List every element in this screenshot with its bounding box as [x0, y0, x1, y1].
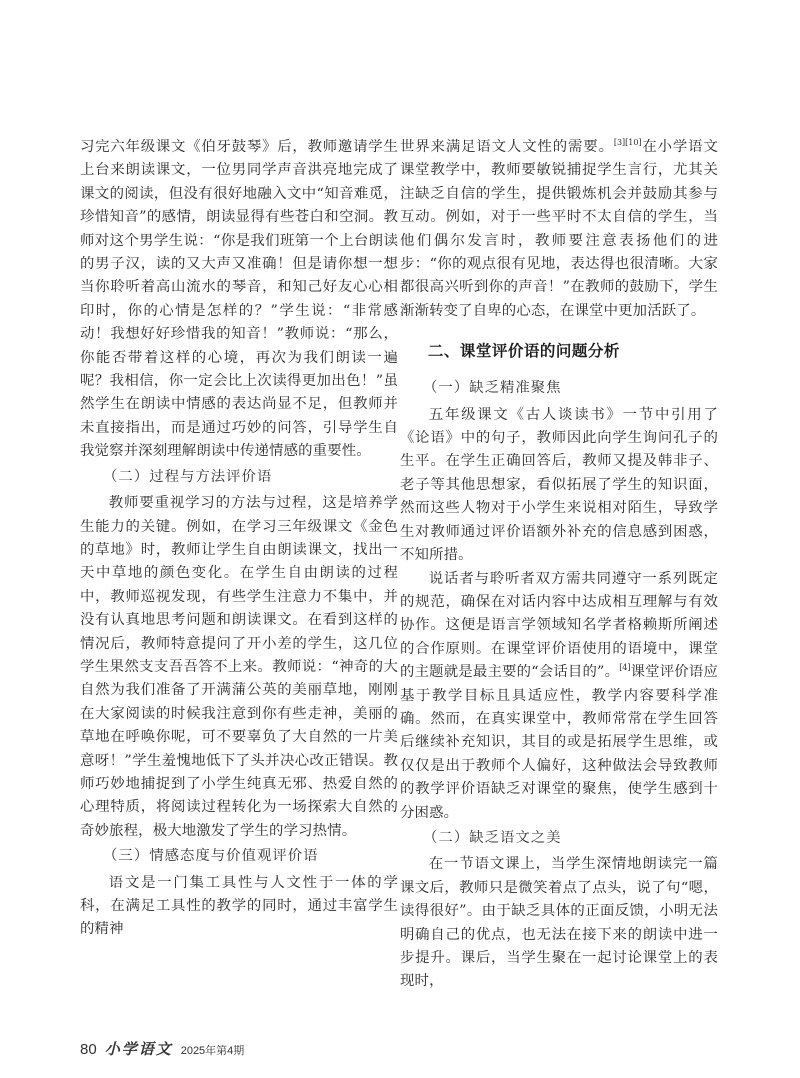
paragraph-text: 世界来满足语文人文性的需要。 — [400, 139, 614, 155]
body-paragraph — [400, 568, 718, 825]
subsection-heading: （三）情感态度与价值观评价语 — [103, 848, 319, 865]
subsection-heading: （一）缺乏精准聚焦 — [423, 380, 562, 397]
body-paragraph — [400, 136, 718, 323]
page-footer — [80, 1038, 244, 1059]
section-heading: 二、课堂评价语的问题分析 — [427, 342, 620, 361]
paragraph-text: 在小学语文课堂教学中，教师要敏锐捕捉学生言行，尤其关注缺乏自信的学生，提供锻炼机会并鼓励其参与互动。例如，对于一些平时不太自信的学生，当他们偶尔发言时，教师要注意表扬他们的进步：“你的观点很有见地，表达得也很清晰。大家都很高兴听到你的声音！”在教师的鼓励下，学生渐渐转变了自卑的心态，在课堂中更加活跃了。 — [400, 139, 718, 319]
left-column — [80, 136, 398, 942]
citation-marker: [4] — [619, 663, 631, 673]
subsection-heading: （二）缺乏语文之美 — [423, 829, 562, 846]
journal-name: 小学语文 — [104, 1040, 173, 1058]
body-paragraph: 语文是一门集工具性与人文性于一体的学科，在满足工具性的教学的同时，通过丰富学生的精神 — [80, 874, 398, 938]
paragraph-text: 说话者与聆听者双方需共同遵守一系列既定的规范，确保在对话内容中达成相互理解与有效协作。这便是语言学领域知名学者格赖斯所阐述的合作原则。在课堂评价语使用的语境中，课堂的主题就是最主要的“会话目的”。 — [400, 570, 718, 681]
page-number: 80 — [80, 1041, 97, 1058]
issue-label: 2025年第4期 — [180, 1045, 245, 1057]
right-column — [400, 136, 718, 994]
citation-marker: [3][10] — [613, 138, 642, 147]
body-paragraph: 在一节语文课上，当学生深情地朗读完一篇课文后，教师只是微笑着点了点头，说了句“嗯，读得很好”。由于缺乏具体的正面反馈，小明无法明确自己的优点，也无法在接下来的朗读中进一步提升。课后，当学生聚在一起讨论课堂上的表现时， — [400, 856, 718, 990]
body-paragraph: 五年级课文《古人谈读书》一节中引用了《论语》中的句子，教师因此向学生询问孔子的生平。在学生正确回答后，教师又提及韩非子、老子等其他思想家，看似拓展了学生的知识面，然而这些人物对于小学生来说相对陌生，导致学生对教师通过评价语额外补充的信息感到困惑，不知所措。 — [400, 406, 718, 564]
paragraph-text: 课堂评价语应基于教学目标且具适应性，教学内容要科学准确。然而，在真实课堂中，教师常常在学生回答后继续补充知识，其目的或是拓展学生思维，或仅仅是出于教师个人偏好，这种做法会导致教师的教学评价语缺乏对课堂的聚焦，使学生感到十分困惑。 — [400, 664, 718, 821]
subsection-heading: （二）过程与方法评价语 — [103, 468, 273, 485]
body-paragraph: 习完六年级课文《伯牙鼓琴》后，教师邀请学生上台来朗读课文，一位男同学声音洪亮地完成了课文的阅读，但没有很好地融入文中“知音难觅，珍惜知音”的感情，朗读显得有些苍白和空洞。教师对这个男学生说：“你是我们班第一个上台朗读的男子汉，读的又大声又准确！但是请你想一想当你聆听着高山流水的琴音，和知己好友心心相印时，你的心情是怎样的？”学生说：“非常感动！我想好好珍惜我的知音！”教师说：“那么，你能否带着这样的心境，再次为我们朗读一遍呢？我相信，你一定会比上次读得更加出色！”虽然学生在朗读中情感的表达尚显不足，但教师并未直接指出，而是通过巧妙的问答，引导学生自我觉察并深刻理解朗读中传递情感的重要性。 — [80, 139, 398, 460]
body-paragraph: 教师要重视学习的方法与过程，这是培养学生能力的关键。例如，在学习三年级课文《金色的草地》时，教师让学生自由朗读课文，找出一天中草地的颜色变化。在学生自由朗读的过程中，教师巡视发现，有些学生注意力不集中，并没有认真地思考问题和朗读课文。在看到这样的情况后，教师特意提问了开小差的学生，这几位学生果然支支吾吾答不上来。教师说：“神奇的大自然为我们准备了开满蒲公英的美丽草地，刚刚在大家阅读的时候我注意到你有些走神，美丽的草地在呼唤你呢，可不要辜负了大自然的一片美意呀！”学生羞愧地低下了头并决心改正错误。教师巧妙地捕捉到了小学生纯真无邪、热爱自然的心理特质，将阅读过程转化为一场探索大自然的奇妙旅程，极大地激发了学生的学习热情。 — [80, 495, 398, 839]
